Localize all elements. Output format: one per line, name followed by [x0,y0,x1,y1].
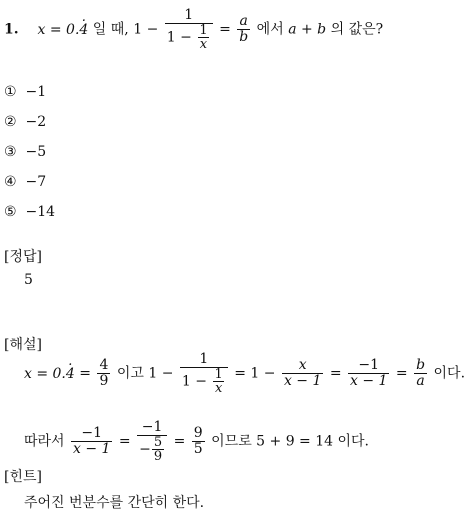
question-complex-fraction: 1 1 − $\frac{1}{x}$ [165,8,213,51]
solution-line-1: x = 0.. 4 = $\frac{4}{9}$ 이고 1 − 1 1 − $\frac{1}{x}$ = 1 − $\frac{x}{x - 1}$ = $\frac{-1}{x - 1}$ = $\frac{b}{a}$ 이다. [24,352,465,395]
hint-label: [힌트] [4,469,42,485]
choice-4[interactable]: ④ −7 [4,174,47,190]
choice-1[interactable]: ① −1 [4,84,47,100]
choice-3[interactable]: ③ −5 [4,144,47,160]
question-number: 1. [4,21,19,38]
hint-text: 주어진 번분수를 간단히 한다. [24,495,205,511]
solution-label: [해설] [4,337,42,353]
choice-5[interactable]: ⑤ −14 [4,204,56,220]
question-text: 일 때, [92,21,129,38]
question-line: 1. x = 0.. 4 일 때, 1 − 1 1 − $\frac{1}{x}$ = $\frac{a}{b}$ 에서 a + b 의 값은? [4,8,383,51]
solution-line-2: 따라서 $\frac{-1}{x - 1}$ = −1 − $\frac{5}{9}$ = $\frac{9}{5}$ 이므로 5 + 9 = 14 이다. [24,419,370,464]
choice-2[interactable]: ② −2 [4,114,47,130]
question-var: x = 0.. 4 [38,22,89,38]
answer-label: [정답] [4,249,42,265]
question-ab-fraction: $\frac{a}{b}$ [239,13,249,45]
answer-value: 5 [24,272,33,288]
